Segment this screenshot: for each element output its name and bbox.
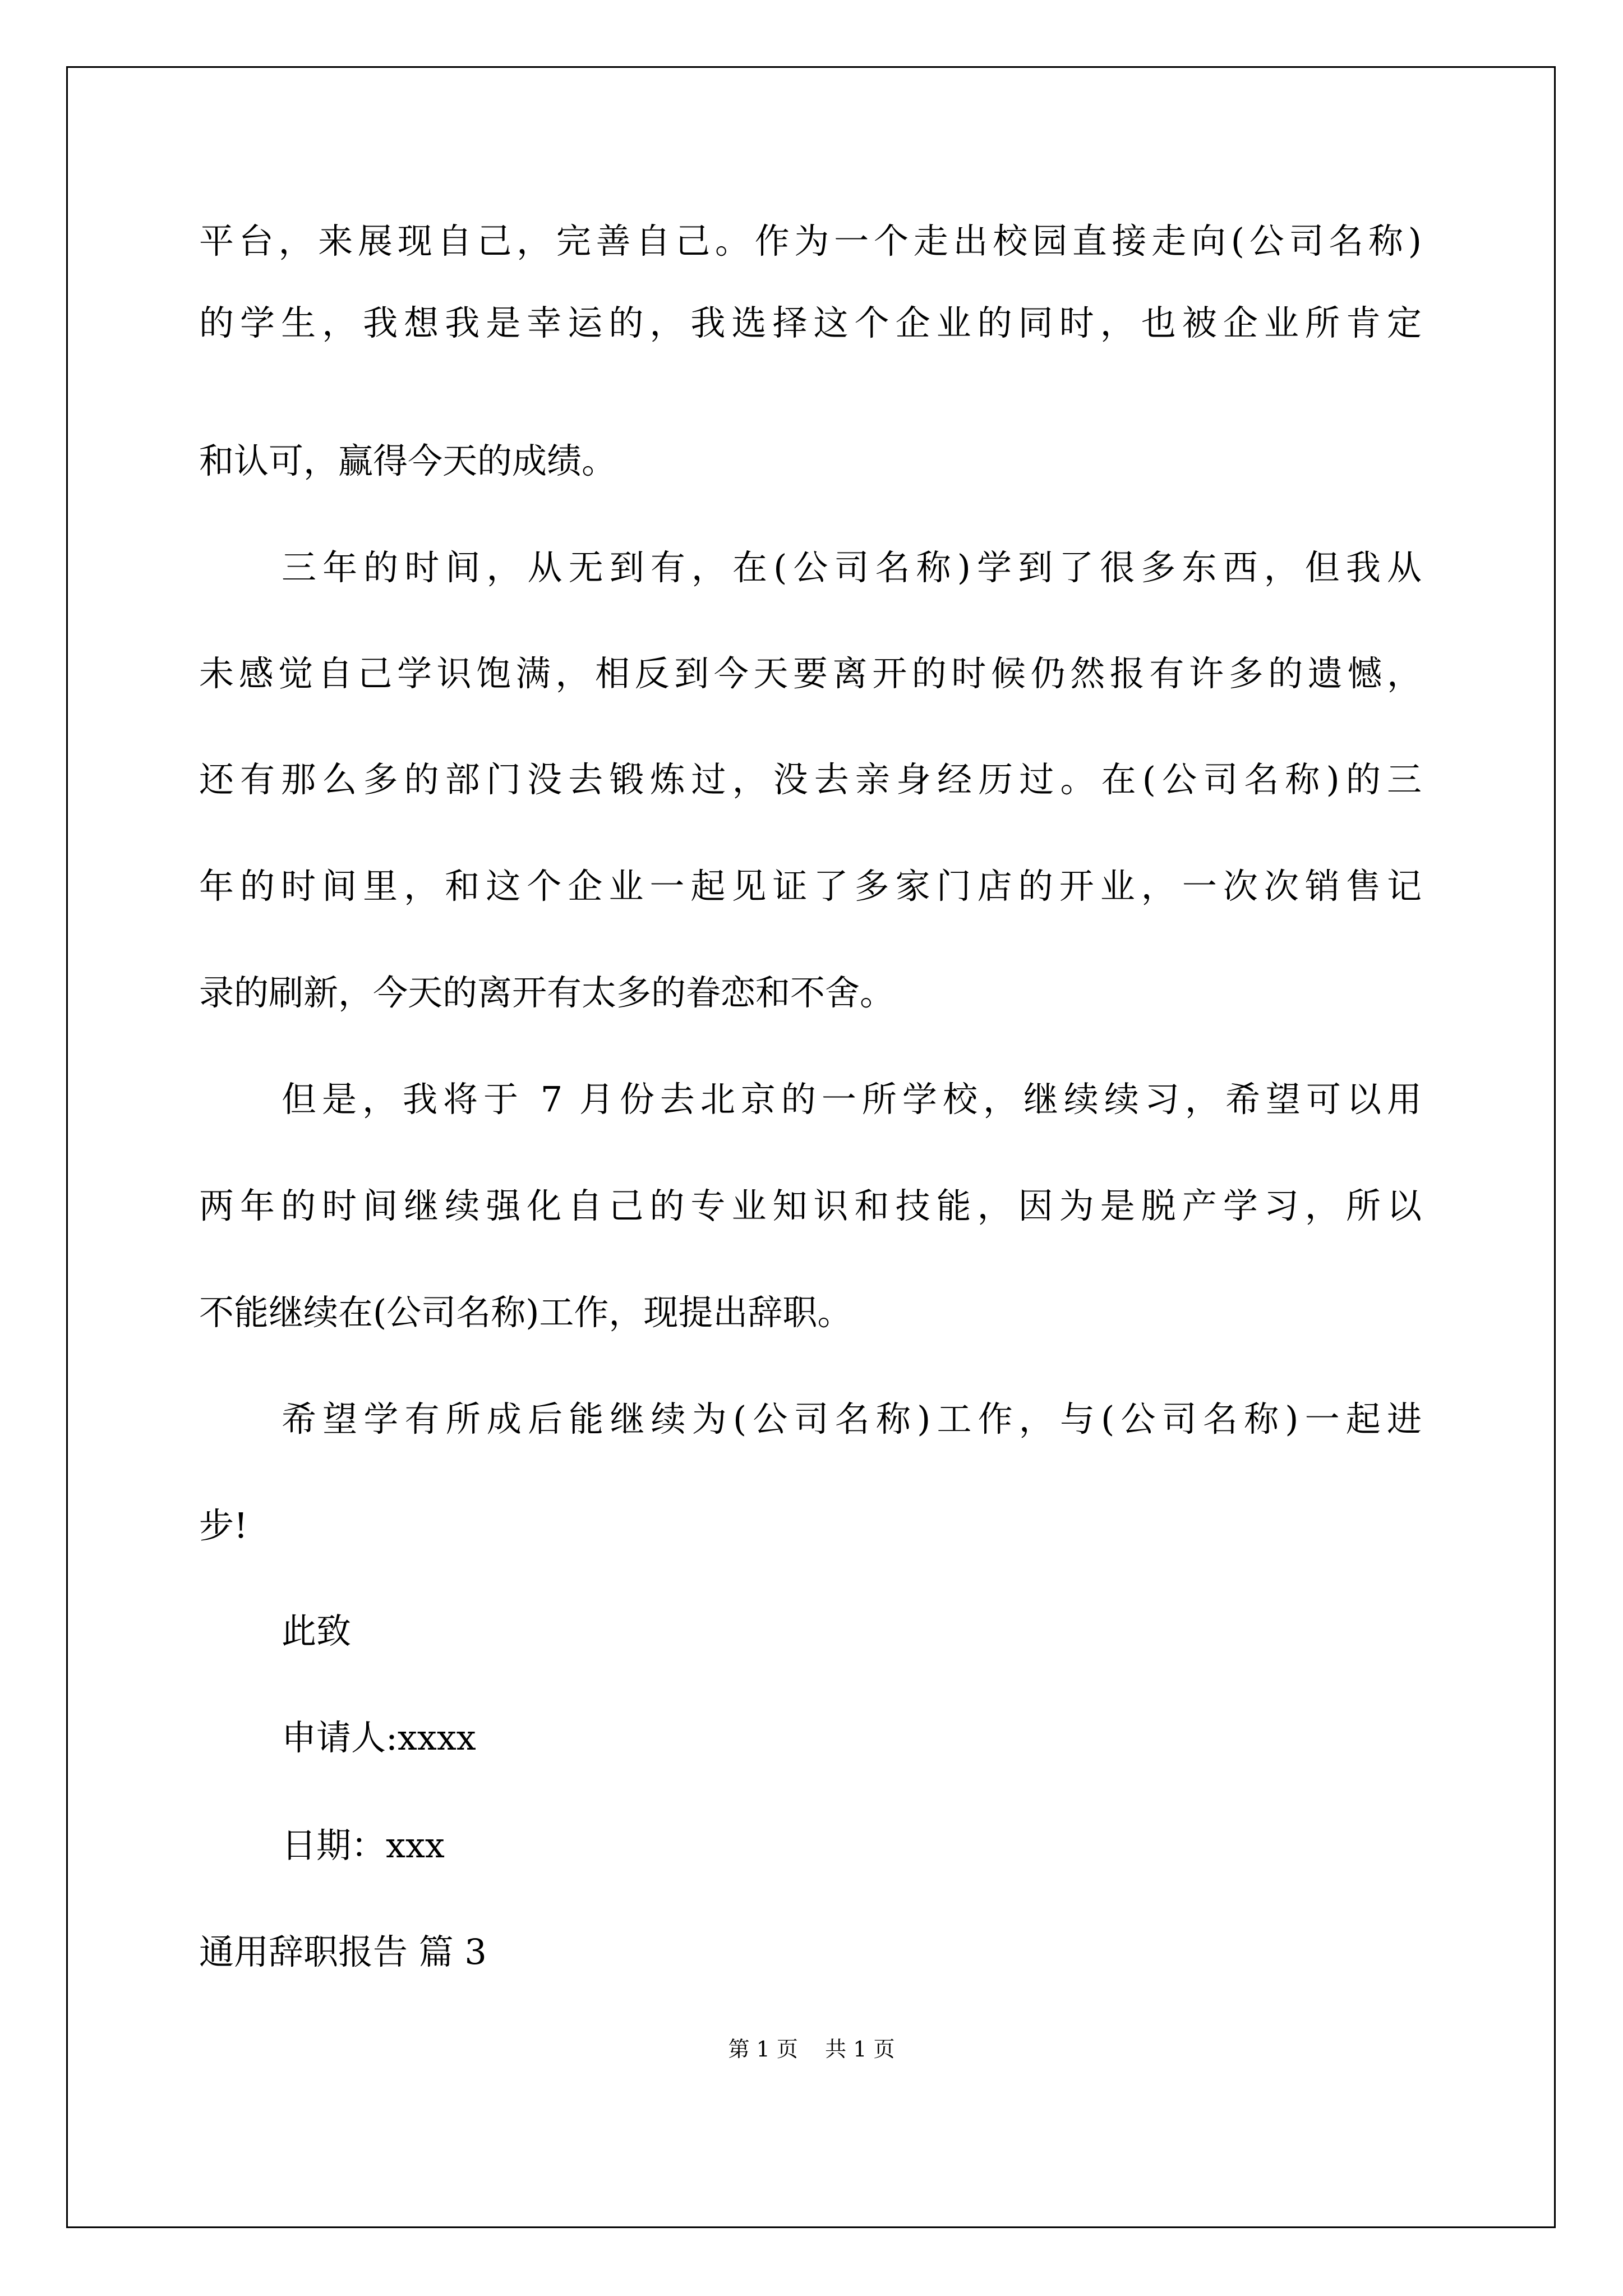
body-line: 录的刷新，今天的离开有太多的眷恋和不舍。 bbox=[199, 972, 895, 1013]
paragraph-start-line: 希望学有所成后能继续为(公司名称)工作，与(公司名称)一起进 bbox=[282, 1398, 1422, 1439]
paragraph-start-line: 但是，我将于 7 月份去北京的一所学校，继续续习，希望可以用 bbox=[282, 1079, 1422, 1120]
body-line: 和认可，赢得今天的成绩。 bbox=[199, 440, 617, 481]
body-line: 平台，来展现自己，完善自己。作为一个走出校园直接走向(公司名称) bbox=[199, 220, 1422, 261]
body-line: 未感觉自己学识饱满，相反到今天要离开的时候仍然报有许多的遗憾， bbox=[199, 653, 1422, 694]
paragraph-start-line: 三年的时间，从无到有，在(公司名称)学到了很多东西，但我从 bbox=[282, 547, 1422, 588]
body-line: 不能继续在(公司名称)工作，现提出辞职。 bbox=[199, 1292, 852, 1333]
body-line: 年的时间里，和这个企业一起见证了多家门店的开业，一次次销售记 bbox=[199, 866, 1422, 907]
body-line: 步! bbox=[199, 1505, 248, 1546]
date-line: 日期：xxx bbox=[282, 1825, 445, 1866]
body-line: 两年的时间继续强化自己的专业知识和技能，因为是脱产学习，所以 bbox=[199, 1185, 1422, 1226]
body-line: 还有那么多的部门没去锻炼过，没去亲身经历过。在(公司名称)的三 bbox=[199, 759, 1422, 800]
section-heading: 通用辞职报告 篇 3 bbox=[199, 1931, 487, 1972]
applicant-line: 申请人:xxxx bbox=[282, 1717, 476, 1758]
page-number: 第 1 页 共 1 页 bbox=[728, 2037, 895, 2062]
page-border bbox=[66, 66, 1556, 2228]
closing-salutation: 此致 bbox=[282, 1611, 352, 1651]
body-line: 的学生，我想我是幸运的，我选择这个企业的同时，也被企业所肯定 bbox=[199, 302, 1422, 343]
